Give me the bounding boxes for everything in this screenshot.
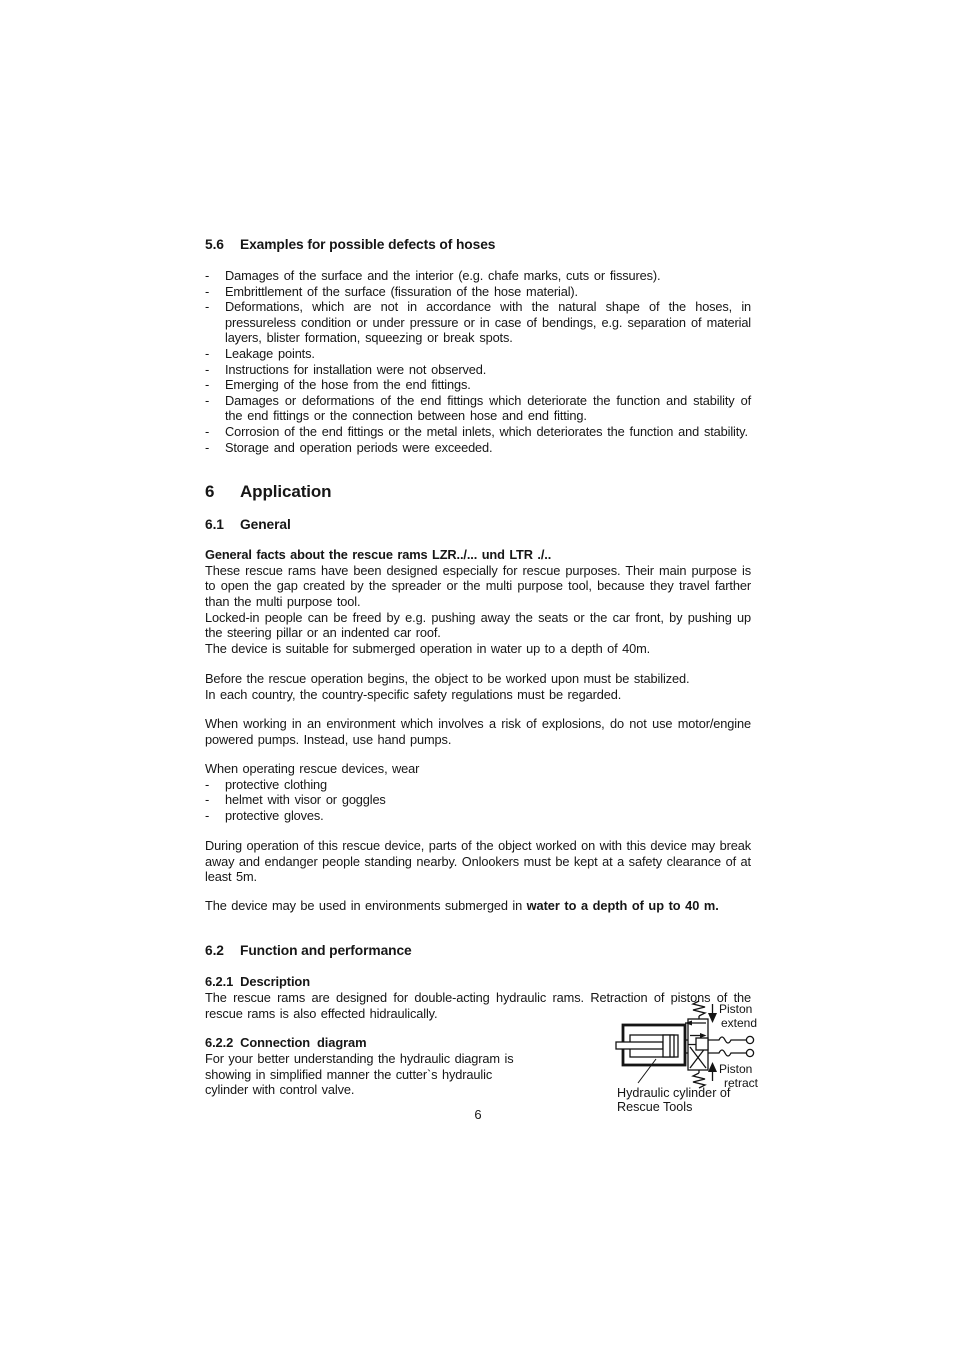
section-title: Connection diagram	[240, 1035, 367, 1051]
piston-retract-label: retract	[724, 1076, 759, 1090]
dash-bullet: -	[205, 439, 210, 455]
section-number: 6.1	[205, 517, 224, 533]
paragraph: In each country, the country-specific safety regulations must be regarded.	[205, 686, 622, 702]
hose-line-upper	[708, 1036, 754, 1043]
control-valve	[685, 1001, 708, 1088]
section-number: 5.6	[205, 237, 224, 252]
dash-bullet: -	[205, 361, 210, 377]
section-title: Description	[240, 974, 310, 990]
text-column	[205, 236, 751, 1123]
diagram-caption: Rescue Tools	[617, 1100, 693, 1114]
dash-bullet: -	[205, 423, 210, 439]
list-item: - helmet with visor or goggles	[205, 792, 386, 808]
paragraph: Before the rescue operation begins, the object to be worked upon must be stabilized.	[205, 671, 690, 687]
page-number: 6	[474, 1106, 482, 1122]
hydraulic-schematic	[608, 997, 954, 1119]
section-number: 6.2.1	[205, 974, 234, 990]
dash-bullet: -	[205, 792, 210, 808]
caption-leader-line	[638, 1059, 656, 1083]
piston-retract-arrow-icon	[708, 1062, 717, 1081]
piston-retract-label: Piston	[719, 1062, 753, 1076]
lead-sentence: General facts about the rescue rams LZR../... und LTR ./..	[205, 547, 552, 563]
dash-bullet: -	[205, 299, 210, 315]
paragraph	[205, 898, 751, 914]
section-title: Examples for possible defects of hoses	[240, 237, 496, 252]
section-title: Application	[240, 482, 332, 502]
paragraph: When operating rescue devices, wear	[205, 761, 420, 777]
list-item: - Instructions for installation were not observed.	[205, 361, 487, 377]
paragraph: During operation of this rescue device, parts of the object worked on with this device may break away and endanger people standing nearby. Onlookers must be kept at a safety clearance of at least 5m.	[205, 838, 751, 885]
piston-extend-arrow-icon	[708, 1004, 717, 1023]
list-item: - Storage and operation periods were exceeded.	[205, 439, 493, 455]
dash-bullet: -	[205, 268, 210, 283]
section-heading-6-2	[205, 942, 751, 960]
hydraulic-diagram	[608, 997, 954, 1119]
section-heading-6-1	[205, 516, 751, 534]
section-title: Function and performance	[240, 943, 412, 959]
list-item: - Damages of the surface and the interior (e.g. chafe marks, cuts or fissures).	[205, 268, 661, 283]
list-item: - Emerging of the hose from the end fittings.	[205, 377, 471, 393]
section-number: 6.2	[205, 943, 224, 959]
section-number: 6.2.2	[205, 1035, 234, 1051]
section-number: 6	[205, 482, 215, 502]
paragraph: The rescue rams are designed for double-acting hydraulic rams. Retraction of pistons of the rescue rams is also effected hidraulically.	[205, 990, 751, 1021]
dash-bullet: -	[205, 776, 210, 792]
hose-line-lower	[708, 1049, 754, 1056]
paragraph: For your better understanding the hydraulic diagram is showing in simplified manner the cutter`s hydraulic cylinder with control valve.	[205, 1051, 514, 1098]
paragraph: Locked-in people can be freed by e.g. pushing away the seats or the car front, by pushing up the steering pillar or an indented car roof.	[205, 609, 751, 641]
list-item: - Corrosion of the end fittings or the metal inlets, which deteriorates the function and stability.	[205, 423, 748, 439]
paragraph: The device is suitable for submerged operation in water up to a depth of 40m.	[205, 640, 651, 656]
dash-bullet: -	[205, 283, 210, 299]
list-item: - protective clothing	[205, 776, 327, 792]
spring-symbol-top	[693, 1001, 705, 1019]
piston-extend-label: Piston	[719, 1002, 753, 1016]
hydraulic-cylinder	[616, 1025, 688, 1065]
coupling-circle	[746, 1036, 753, 1043]
list-item: - Deformations, which are not in accordance with the natural shape of the hoses, in pressureless condition or under pressure or in case of bendings, e.g. separation of material layers, blister formation, squeezing or break spots.	[205, 299, 751, 346]
list-item: - Leakage points.	[205, 345, 315, 361]
section-title: General	[240, 517, 291, 533]
paragraph: When working in an environment which involves a risk of explosions, do not use motor/engine powered pumps. Instead, use hand pumps.	[205, 716, 751, 748]
dash-bullet: -	[205, 345, 210, 361]
list-item: - Embrittlement of the surface (fissuration of the hose material).	[205, 283, 578, 299]
dash-bullet: -	[205, 807, 210, 823]
section-heading-5-6	[205, 236, 751, 254]
protective-gear-list	[205, 777, 751, 824]
piston-extend-label: extend	[721, 1016, 758, 1030]
bold-emphasis: water to a depth of up to 40 m.	[526, 897, 719, 913]
defect-list	[205, 268, 751, 455]
list-item: - Damages or deformations of the end fittings which deteriorate the function and stability of the end fittings or the connection between hose and end fitting.	[205, 392, 751, 424]
coupling-circle	[746, 1049, 753, 1056]
paragraph-text: The device may be used in environments submerged in	[205, 897, 527, 913]
paragraph: These rescue rams have been designed especially for rescue purposes. Their main purpose is to open the gap created by the spreader or the multi purpose tool, because they travel farther than the multi purpose tool.	[205, 562, 751, 609]
section-heading-6-2-1	[205, 974, 751, 990]
section-heading-6	[205, 481, 751, 502]
diagram-caption: Hydraulic cylinder of	[617, 1086, 731, 1100]
dash-bullet: -	[205, 377, 210, 393]
dash-bullet: -	[205, 392, 210, 408]
list-item: - protective gloves.	[205, 807, 324, 823]
